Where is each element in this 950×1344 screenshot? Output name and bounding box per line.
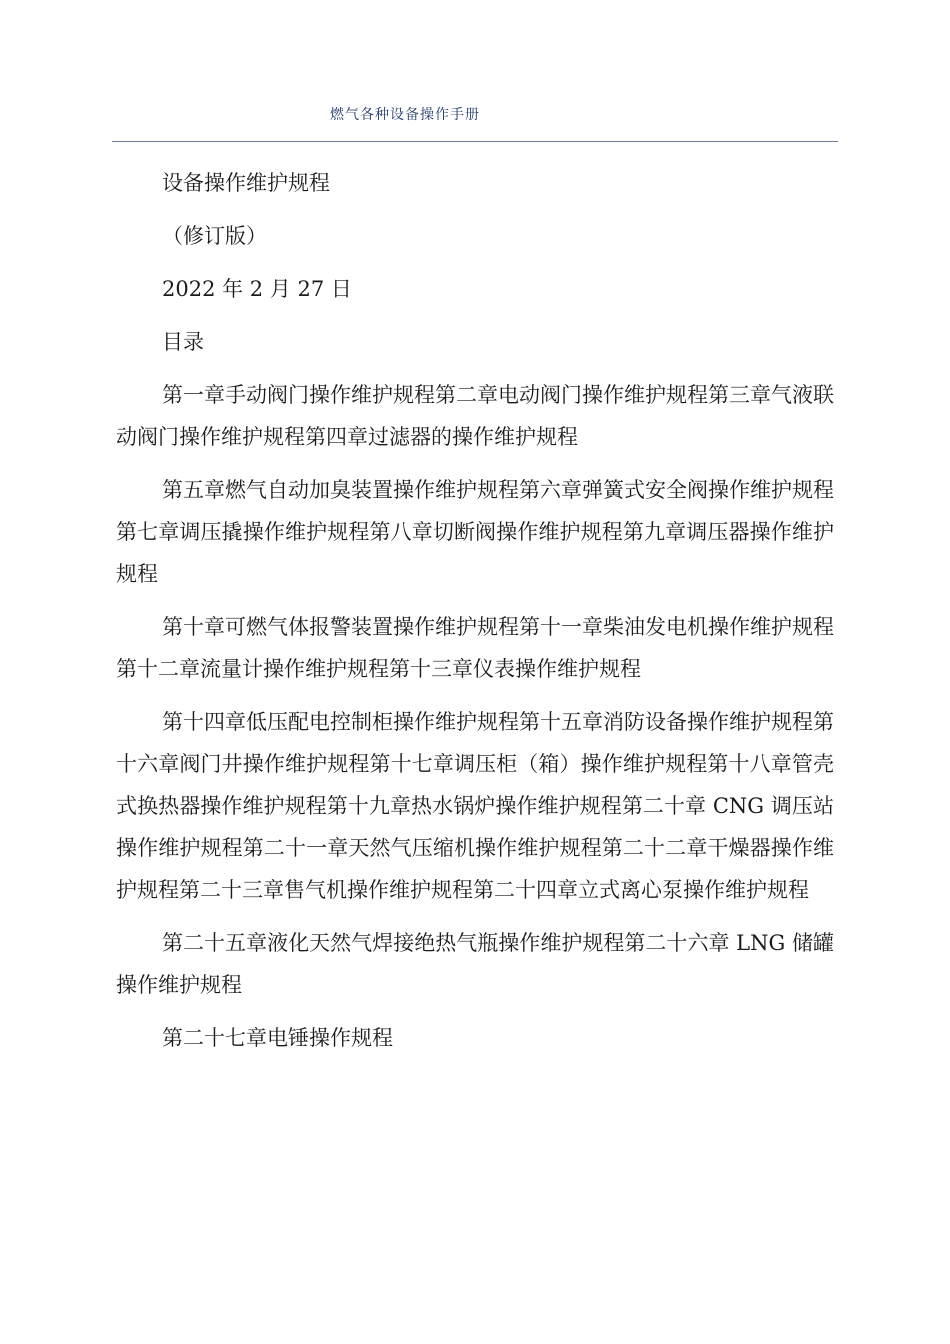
document-date: 2022 年 2 月 27 日 xyxy=(162,277,352,301)
toc-paragraph: 第十章可燃气体报警装置操作维护规程第十一章柴油发电机操作维护规程第十二章流量计操作维护规程第十三章仪表操作维护规程 xyxy=(116,615,834,681)
toc-paragraph: 第五章燃气自动加臭装置操作维护规程第六章弹簧式安全阀操作维护规程第七章调压撬操作维护规程第八章切断阀操作维护规程第九章调压器操作维护规程 xyxy=(116,478,834,586)
document-title: 设备操作维护规程 xyxy=(162,171,330,195)
running-header: 燃气各种设备操作手册 xyxy=(330,107,480,123)
document-body xyxy=(116,162,834,1070)
toc-paragraph: 第一章手动阀门操作维护规程第二章电动阀门操作维护规程第三章气液联动阀门操作维护规程第四章过滤器的操作维护规程 xyxy=(116,383,834,449)
header-divider xyxy=(112,141,838,142)
toc-paragraph: 第二十七章电锤操作规程 xyxy=(162,1026,393,1050)
toc-paragraph: 第十四章低压配电控制柜操作维护规程第十五章消防设备操作维护规程第十六章阀门井操作维护规程第十七章调压柜（箱）操作维护规程第十八章管壳式换热器操作维护规程第十九章热水锅炉操作维护规程第二十章 CNG 调压站操作维护规程第二十一章天然气压缩机操作维护规程第二十二章干燥器操作维护规程第二十三章售气机操作维护规程第二十四章立式离心泵操作维护规程 xyxy=(116,710,834,902)
toc-paragraph: 第二十五章液化天然气焊接绝热气瓶操作维护规程第二十六章 LNG 储罐操作维护规程 xyxy=(116,931,834,997)
toc-heading: 目录 xyxy=(162,330,204,354)
document-subtitle: （修订版） xyxy=(162,224,267,248)
